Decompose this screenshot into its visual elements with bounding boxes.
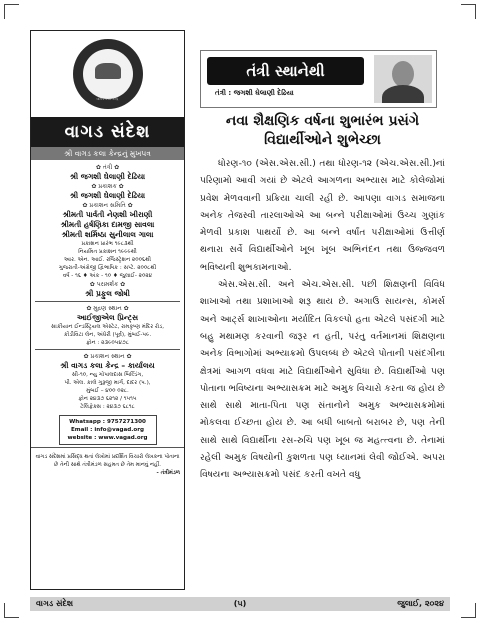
crop-mark-top-right <box>461 4 476 19</box>
crop-mark-bottom-left <box>4 603 19 618</box>
reg-line: પ્રકાશન પ્રારંભ ૧૯૮૩થી <box>81 241 134 247</box>
credit-name-committee-3: શ્રીમતી શર્મિષ્ઠા સુનીલાલ ગાલા <box>61 230 154 239</box>
reg-line: નિયમિત પ્રકાશન ૧૯૯૯થી <box>78 249 137 255</box>
whatsapp-text: Whatsapp : 9757271300 <box>69 419 146 425</box>
credit-name-committee-1: શ્રીમતી પાર્વતી નેણશી ખીરાણી <box>62 210 153 219</box>
article-body <box>200 155 445 484</box>
masthead-column <box>30 30 185 590</box>
logo-emblem-icon <box>83 49 133 99</box>
editorial-subtitle: તંત્રી : જગશી ઘેલાણી દેઢિયા <box>215 89 294 97</box>
editorial-header <box>200 50 437 108</box>
credit-role-advisor: ✿ પરામર્શક ✿ <box>89 281 126 288</box>
printer-phone: ફોન : ૨૩૯૦૫૪૭૮ <box>86 340 129 346</box>
page-footer <box>30 597 450 611</box>
contact-box <box>59 415 157 445</box>
divider <box>35 349 180 350</box>
office-address: સી-૧૦, ન્યુ ગોપાલદાસ બિલ્ડિંગ, <box>71 372 144 378</box>
office-address: પી. એલ. કાલે ગુરૂજી માર્ગ, દાદર (પ.), <box>64 380 151 386</box>
printer-name: આઈજીએલ પ્રિન્ટ્સ <box>76 313 139 322</box>
website-link[interactable]: website : www.vagad.org <box>67 435 148 441</box>
crop-mark-bottom-right <box>461 603 476 618</box>
disclaimer-signature: - તંત્રીમંડળ <box>156 470 180 476</box>
article-headline <box>200 112 445 150</box>
logo-text: વાગડ કલા કેન્દ્ર <box>96 97 119 101</box>
divider <box>35 301 180 302</box>
issue-line: વર્ષ - ૧૬ ♦ અંક - ૧૦ ♦ જુલાઈ- ૨૦૨૪ <box>62 273 153 279</box>
footer-publication: વાગડ સંદેશ <box>36 599 74 608</box>
article-paragraph: ધોરણ-૧૦ (એસ.એસ.સી.) તથા ધોરણ-૧૨ (એચ.એસ.સી.)નાં પરિણામો આવી ગયાં છે એટલે આગળના અભ્યાસ માટે કોલેજોમાં પ્રવેશ મેળવવાની પ્રક્રિયા ચાલી રહી છે. આપણા વાગડ સમાજના અનેક તેજસ્વી તારલાઓએ આ બન્ને પરીક્ષાઓમાં ઉચ્ચ ગુણાંક મેળવી પ્રકાશ પાથર્યો છે. આ બન્ને વર્ષાંત પરીક્ષાઓમાં ઉત્તીર્ણ થનારા સર્વે વિદ્યાર્થીઓને ખૂબ ખૂબ અભિનંદન તથા ઉજ્જવળ ભવિષ્યની શુભકામનાઓ. <box>200 158 445 273</box>
credit-role-committee: ✿ પ્રકાશન સમિતિ ✿ <box>82 202 133 209</box>
masthead-tagline: શ્રી વાગડ કલા કેન્દ્રનું મુખપત્ર <box>31 147 184 160</box>
credit-role-publisher: ✿ પ્રકાશક ✿ <box>91 183 124 190</box>
printer-address: કોંડીવિટા લેન, અંધેરી (પૂર્વ), મુંબઈ-૫૯. <box>63 332 152 338</box>
credit-name-advisor: શ્રી પ્રફુલ જોષી <box>85 289 130 298</box>
disclaimer-text: વાગડ સંદેશમાં પ્રસિદ્ધ થતાં લેખોમાં પ્રદર્શિત વિચારો લેખકના પોતાના છે તેની સાથે તંત્રીમંડળ સહમત છે તેમ માનવું નહીં. <box>35 454 180 468</box>
office-phone: ફોન ૨૪૩૭ ૬૨૧૨ / ૧૫૧૫ <box>78 396 137 402</box>
credit-name-publisher: શ્રી જગશી ઘેલાણી દેઢિયા <box>69 191 146 200</box>
headline-line-2: વિદ્યાર્થીઓને શુભેચ્છા <box>264 132 381 148</box>
masthead-title: વાગડ સંદેશ <box>31 117 184 147</box>
disclaimer <box>31 450 184 480</box>
footer-date: જુલાઈ, ૨૦૨૪ <box>397 599 444 608</box>
headline-line-1: નવા શૈક્ષણિક વર્ષના શુભારંભ પ્રસંગે <box>225 113 420 129</box>
portrait-body-icon <box>382 85 424 103</box>
office-role: ✿ પ્રકાશન સ્થાન ✿ <box>83 353 132 360</box>
vagad-kala-kendra-logo <box>73 39 143 109</box>
footer-page-number: (૫) <box>233 599 247 608</box>
credit-name-editor: શ્રી જગશી ઘેલાણી દેઢિયા <box>69 172 146 181</box>
office-telefax: ટેલિફેક્સ : ૨૪૩૭ ૬૮૧૮ <box>80 404 135 410</box>
editorial-title: તંત્રી સ્થાનેથી <box>207 57 364 85</box>
office-address: મુંબઈ – ૪૦૦ ૦૨૮. <box>86 388 129 394</box>
office-name: શ્રી વાગડ કલા કેન્દ્ર – કાર્યાલય <box>60 361 155 370</box>
article-paragraph: એસ.એસ.સી. અને એચ.એસ.સી. પછી શિક્ષણની વિવિધ શાખાઓ તથા પ્રશાખાઓ શરૂ થાય છે. અગાઉ સાયન્સ, કોમર્સ અને આર્ટ્સ શાખાઓના મર્યાદિત વિકલ્પો હતા એટલે પસંદગી માટે બહુ મથામણ કરવાની જરૂર ન હતી, પરંતુ વર્તમાનમાં શિક્ષણના અનેક વિભાગોમાં અભ્યાક્રમો ઉપલબ્ધ છે એટલે પોતાની પસંદગીના ક્ષેત્રમાં આગળ વધવા માટે વિદ્યાર્થીઓને સુવિધા છે. વિદ્યાર્થીઓ પણ પોતાના ભવિષ્યના અભ્યાસક્રમ માટે અમુક વિચારો કરતા જ હોય છે સાથે સાથે માતા-પિતા પણ સંતાનોને અમુક અભ્યાસક્રમોમાં મોકલવા ઈચ્છતા હોય છે. આ બધી બાબતો બરાબર છે, પણ તેની સાથે સાથે વિદ્યાર્થીના રસ-રુચિ પણ ખૂબ જ મહત્ત્વના છે. તેનામાં રહેલી અમુક વિષયોની કુશળતા પણ ધ્યાનમાં લેવી જોઈએ. અપરા વિષયના અભ્યાસક્રમો પસંદ કરતી વખતે વધુ <box>200 279 445 481</box>
credits-block <box>31 160 184 411</box>
credit-role-editor: ✿ તંત્રી ✿ <box>95 164 120 171</box>
reg-line: ગુજરાતી-અંગ્રેજી દ્વિભાષિક : સપ્ટે. ૨૦૦૮થી <box>58 265 157 271</box>
credit-name-committee-2: શ્રીમતી હર્ષણિકા દામજી સાવલા <box>60 220 155 229</box>
printer-role: ✿ મુદ્રણ સ્થાન ✿ <box>86 305 129 312</box>
email-link[interactable]: Email : info@vagad.org <box>70 427 145 433</box>
editor-photo <box>374 55 432 103</box>
crop-mark-top-left <box>4 4 19 19</box>
printer-address: સાકીયાન ઈન્ડસ્ટ્રિયલ એસ્ટેટ, રામકૃષ્ણ મંદિર રોડ, <box>50 324 165 330</box>
portrait-head-icon <box>392 61 414 87</box>
logo-area <box>31 31 184 117</box>
divider <box>31 447 184 448</box>
reg-line: આર. એન. આઈ. રજિસ્ટ્રેશન ૨૦૦૬થી <box>64 257 151 263</box>
